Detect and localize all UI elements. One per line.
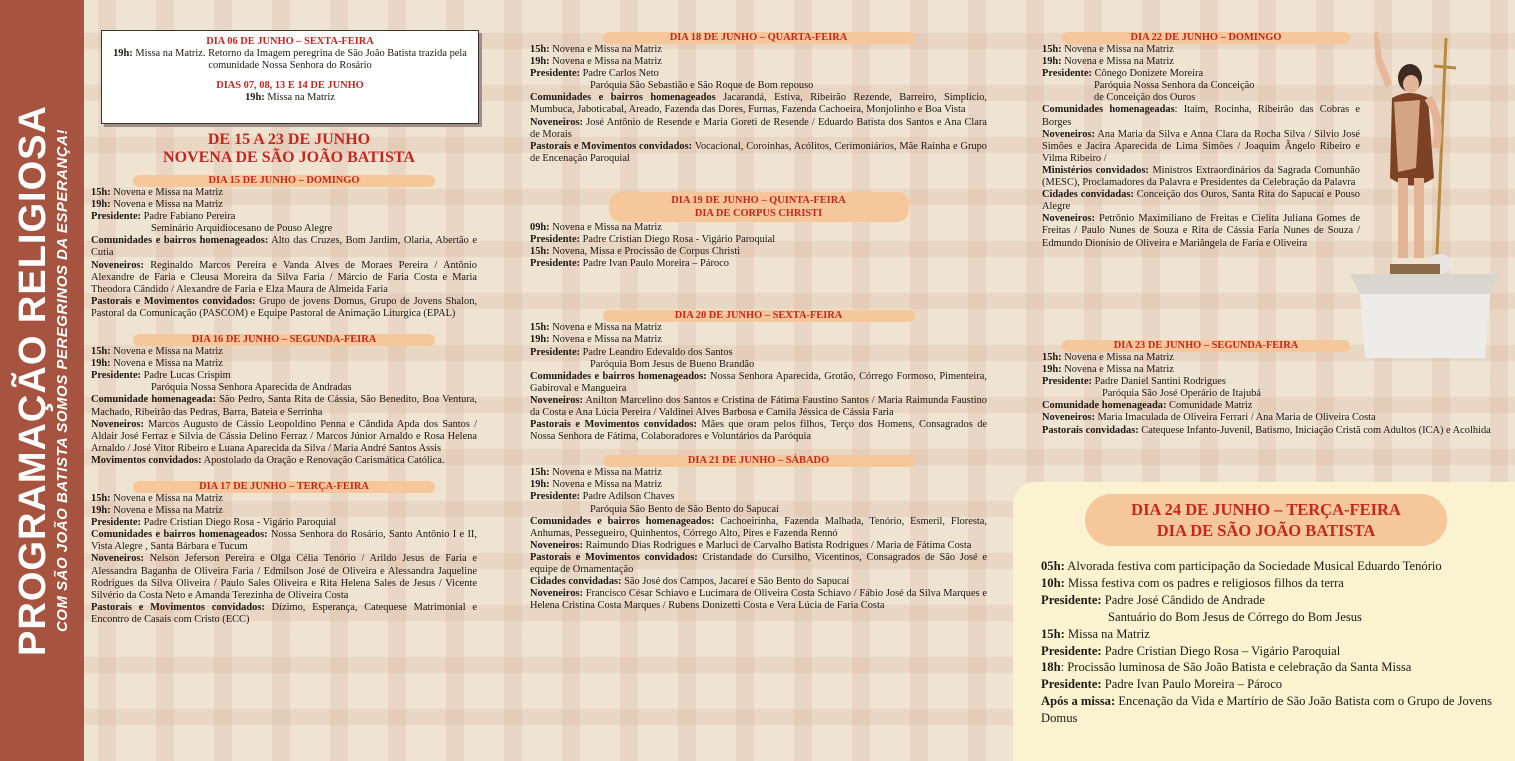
schedule-line	[530, 334, 987, 346]
schedule-value: Novena e Missa na Matriz	[110, 492, 223, 504]
schedule-line	[1042, 425, 1496, 437]
novena-heading-line1: DE 15 A 23 DE JUNHO	[207, 131, 371, 148]
schedule-value: Catequese Infanto-Juvenil, Batismo, Iniciação Cristã com Adultos (ICA) e Acolhida	[1138, 424, 1491, 436]
schedule-value: : Itaim, Rocinha, Ribeirão das Cobras e Borges	[1042, 104, 1360, 128]
schedule-label: Comunidades e bairros homenageados:	[91, 235, 269, 247]
schedule-line	[1041, 676, 1505, 693]
schedule-label: Presidente:	[1041, 592, 1102, 607]
sidebar-band	[0, 0, 84, 761]
schedule-line	[1042, 189, 1360, 213]
schedule-value: Encenação da Vida e Martírio de São João Batista com o Grupo de Jovens Domus	[1041, 694, 1492, 726]
schedule-value: Padre Cristian Diego Rosa - Vigário Paroquial	[141, 517, 337, 529]
schedule-value: Apostolado da Oração e Renovação Carismática Católica.	[201, 454, 445, 466]
schedule-value: Padre Cristian Diego Rosa – Vigário Paroquial	[1101, 643, 1341, 658]
schedule-line	[1042, 68, 1360, 80]
schedule-value: Alto das Cruzes, Bom Jardim, Olaria, Abertão e Cutia	[91, 235, 477, 259]
schedule-line: Seminário Arquidiocesano de Pouso Alegre	[151, 223, 333, 235]
schedule-label: 19h:	[530, 334, 550, 346]
schedule-line	[530, 419, 987, 443]
schedule-label: Comunidades e bairros homenageados:	[530, 370, 707, 382]
schedule-value: Maria Imaculada de Oliveira Ferrari / Ana Maria de Oliveira Costa	[1094, 412, 1376, 424]
schedule-label: 19h:	[91, 505, 111, 517]
schedule-label: Presidente:	[1042, 68, 1093, 80]
schedule-label: Noveneiros:	[530, 394, 583, 406]
schedule-value: Raimundo Dias Rodrigues e Marluci de Carvalho Batista Rodrigues / Maria de Fátima Costa	[582, 539, 972, 551]
schedule-value: Novena e Missa na Matriz	[549, 322, 662, 334]
schedule-line	[1041, 643, 1505, 660]
schedule-line	[530, 491, 987, 503]
schedule-label: 19h:	[530, 479, 550, 491]
schedule-label: 09h:	[530, 221, 550, 233]
schedule-line	[1041, 558, 1505, 575]
schedule-label: Pastorais e Movimentos convidados:	[91, 601, 265, 613]
schedule-line	[1042, 165, 1360, 189]
schedule-line: Paróquia São Bento de São Bento do Sapucaí	[590, 503, 780, 515]
schedule-value: Novena e Missa na Matriz	[1061, 352, 1174, 363]
schedule-label: Comunidades e bairros homenageados	[530, 92, 716, 104]
schedule-line	[91, 493, 477, 505]
schedule-value: José Antônio de Resende e Maria Goreti de Resende / Eduardo Batista dos Santos e Ana Clara de Morais	[530, 116, 987, 140]
day24-title	[1085, 494, 1447, 546]
schedule-line	[1041, 693, 1505, 727]
schedule-label: Noveneiros:	[1042, 128, 1095, 140]
day20-section	[530, 310, 987, 443]
schedule-value: São José dos Campos, Jacareí e São Bento do Sapucaí	[621, 576, 850, 588]
schedule-value: Novena e Missa na Matriz	[110, 358, 223, 370]
schedule-value: Ana Maria da Silva e Anna Clara da Rocha Silva / Silvio José Simões e Jacira Aparecida de Lima Simões / Joaquim Ângelo Ribeiro e Vilma Ribeiro /	[1042, 128, 1360, 164]
schedule-line	[91, 529, 477, 553]
schedule-value: Marcos Augusto de Cássio Leopoldino Penna e Cândida Apda dos Santos / Aldair José Ferraz e Silvia de Cássia Delino Ferraz / Marcos Júnior Arnaldo e Rosa Helena Arnaldo / José Vitor Ribeiro e Luana Aparecida da Silva / Maria André Santos Assis	[91, 418, 477, 454]
day19-title-line1: DIA 19 DE JUNHO – QUINTA-FEIRA	[671, 194, 846, 206]
schedule-line	[91, 235, 477, 259]
schedule-line	[91, 199, 477, 211]
schedule-label: Cidades convidadas:	[1042, 189, 1134, 201]
day19-section	[530, 192, 987, 270]
schedule-label: Presidente:	[530, 234, 581, 246]
schedule-line	[1042, 129, 1360, 165]
schedule-line	[91, 358, 477, 370]
schedule-line	[530, 576, 987, 588]
day21-section	[530, 455, 987, 612]
schedule-line	[530, 258, 987, 270]
schedule-label: Noveneiros:	[530, 539, 583, 551]
schedule-value: Francisco César Schiavo e Lucimara de Oliveira Costa Schiavo / Fábio José da Silva Marques e Helena Cristina Costa Marques / Rubens Donizetti Costa e Vera Lúcia de Faria Costa	[530, 588, 987, 612]
schedule-line	[1042, 44, 1360, 56]
schedule-line	[91, 553, 477, 601]
schedule-label: Movimentos convidados:	[91, 454, 202, 466]
schedule-value: Padre José Cândido de Andrade	[1101, 592, 1265, 607]
schedule-label: Pastorais e Movimentos convidados:	[530, 140, 693, 152]
schedule-line	[91, 419, 477, 455]
schedule-label: Comunidades homenageadas	[1042, 104, 1175, 116]
day6-text: 19h: Missa na Matriz. Retorno da Imagem peregrina de São João Batista trazida pela comunidade Nossa Senhora do Rosário	[113, 48, 467, 71]
schedule-label: Após a missa:	[1041, 694, 1116, 709]
schedule-line	[530, 588, 987, 612]
schedule-label: Presidente:	[530, 68, 581, 80]
schedule-label: Presidente:	[91, 517, 142, 529]
schedule-line	[91, 187, 477, 199]
column-2	[530, 32, 987, 612]
schedule-line	[530, 322, 987, 334]
schedule-line: Paróquia Bom Jesus de Bueno Brandão	[590, 358, 755, 370]
schedule-label: Cidades convidadas:	[530, 576, 622, 588]
schedule-label: 15h:	[91, 346, 111, 358]
day18-title: DIA 18 DE JUNHO – QUARTA-FEIRA	[603, 32, 915, 44]
schedule-value: Conceição dos Ouros, Santa Rita do Sapucaí e Pouso Alegre	[1042, 189, 1360, 213]
schedule-label: Pastorais convidadas:	[1042, 424, 1139, 436]
schedule-label: 19h:	[91, 358, 111, 370]
schedule-value: Padre Carlos Neto	[580, 68, 659, 80]
schedule-label: 05h:	[1041, 559, 1065, 573]
schedule-label: Noveneiros:	[91, 418, 144, 430]
schedule-value: Novena e Missa na Matriz	[549, 479, 662, 491]
schedule-label: Noveneiros:	[91, 259, 144, 271]
schedule-value: Novena, Missa e Procissão de Corpus Christi	[549, 246, 741, 258]
schedule-value: Padre Leandro Edevaldo dos Santos	[580, 346, 733, 358]
schedule-value: Comunidade Matriz	[1166, 400, 1253, 412]
schedule-label: 15h:	[530, 467, 550, 479]
saint-john-statue-icon	[1364, 28, 1464, 288]
schedule-value: Padre Fabiano Pereira	[141, 211, 236, 223]
schedule-line	[530, 222, 987, 234]
schedule-label: 15h:	[530, 44, 550, 55]
schedule-value: Alvorada festiva com participação da Sociedade Musical Eduardo Tenório	[1064, 559, 1442, 573]
schedule-value: Reginaldo Marcos Pereira e Vanda Alves de Moraes Pereira / Antônio Alexandre de Faria e Cleusa Moreira da Silva Faria / Márcio de Faria Costa e Maria Theodora Cândido / Alexandre de Faria e Elza Maura de Almeida Faria	[91, 259, 477, 295]
schedule-label: Pastorais e Movimentos convidados:	[530, 551, 698, 563]
schedule-line	[530, 467, 987, 479]
schedule-label: Comunidades e bairros homenageados:	[530, 515, 715, 527]
schedule-label: Presidente:	[530, 346, 581, 358]
schedule-label: 18h	[1041, 660, 1061, 675]
day24-title-line2: DIA DE SÃO JOÃO BATISTA	[1156, 521, 1376, 540]
schedule-label: Ministérios convidados:	[1042, 164, 1149, 176]
schedule-line	[91, 455, 477, 467]
schedule-value: Novena e Missa na Matriz	[549, 44, 662, 55]
schedule-value: Novena e Missa na Matriz	[1061, 44, 1174, 55]
schedule-line: de Conceição dos Ouros	[1094, 92, 1196, 104]
schedule-line	[530, 347, 987, 359]
schedule-line	[91, 211, 477, 223]
schedule-line	[530, 68, 987, 80]
schedule-line	[91, 260, 477, 296]
novena-heading	[92, 131, 486, 167]
schedule-line	[530, 479, 987, 491]
schedule-label: 15h:	[1041, 626, 1065, 641]
schedule-line	[530, 540, 987, 552]
schedule-label: Presidente:	[91, 211, 142, 223]
schedule-label: 15h:	[91, 492, 111, 504]
schedule-label: 15h:	[530, 246, 550, 258]
day20-title: DIA 20 DE JUNHO – SEXTA-FEIRA	[603, 310, 915, 322]
schedule-label: 10h:	[1041, 575, 1065, 590]
day21-title: DIA 21 DE JUNHO – SÁBADO	[603, 455, 915, 467]
schedule-line	[1042, 412, 1496, 424]
schedule-label: 15h:	[91, 187, 111, 198]
day16-section	[91, 334, 477, 467]
schedule-value: Padre Adilson Chaves	[580, 491, 675, 503]
schedule-label: Presidente:	[530, 258, 581, 270]
schedule-line	[1041, 659, 1505, 676]
schedule-value: Padre Cristian Diego Rosa - Vigário Paroquial	[580, 234, 776, 246]
schedule-line	[1042, 364, 1496, 376]
schedule-line	[1042, 213, 1360, 249]
schedule-value: Anilton Marcelino dos Santos e Cristina de Fátima Faustino Santos / Maria Raimunda Faustino da Costa e Ana Lúcia Pereira / Valdinei Alves Barbosa e Camila Jéssica de Cássia Faria	[530, 394, 987, 418]
schedule-label: Noveneiros:	[530, 588, 583, 600]
day24-panel	[1013, 482, 1515, 761]
schedule-label: Presidente:	[1042, 376, 1093, 388]
schedule-label: 19h:	[91, 199, 111, 211]
schedule-line	[530, 141, 987, 165]
schedule-value: Grupo de jovens Domus, Grupo de Jovens Shalon, Pastoral da Comunicação (PASCOM) e Equipe Pastoral de Animação Liturgica (EPAL)	[91, 295, 477, 319]
schedule-line	[530, 371, 987, 395]
schedule-line: Paróquia Nossa Senhora da Conceição	[1094, 80, 1255, 92]
schedule-value: Padre Ivan Paulo Moreira – Pároco	[580, 258, 729, 270]
sidebar-subtitle: COM SÃO JOÃO BATISTA SOMOS PEREGRINOS DA ESPERANÇA!	[54, 128, 71, 633]
schedule-line	[530, 44, 987, 56]
schedule-value: Novena e Missa na Matriz	[549, 467, 662, 479]
schedule-value: Padre Lucas Crispim	[141, 370, 231, 382]
schedule-line	[1042, 400, 1496, 412]
intro-box	[101, 30, 479, 124]
schedule-line	[91, 505, 477, 517]
schedule-value: Ministros Extraordinários da Sagrada Comunhão (MESC), Proclamadores da Palavra e Presidentes da Celebração da Palavra	[1042, 164, 1360, 189]
schedule-value: Novena e Missa na Matriz	[1061, 56, 1174, 68]
day24-schedule	[1041, 558, 1505, 727]
day6-title: DIA 06 DE JUNHO – SEXTA-FEIRA	[206, 36, 374, 47]
schedule-value: Vocacional, Coroinhas, Acólitos, Cerimoniários, Mãe Rainha e Grupo de Encenação Paroquial	[530, 140, 988, 164]
schedule-value: Novena e Missa na Matriz	[110, 187, 223, 198]
schedule-value: Nossa Senhora do Rosário, Santo Antônio I e II, Vista Alegre , Santa Bárbara e Tucum	[91, 529, 477, 553]
schedule-line	[1042, 376, 1496, 388]
schedule-line	[1042, 56, 1360, 68]
schedule-value: Missa festiva com os padres e religiosos filhos da terra	[1064, 575, 1344, 590]
schedule-line	[530, 92, 987, 116]
schedule-label: Presidente:	[91, 370, 142, 382]
schedule-line	[530, 516, 987, 540]
day18-section	[530, 32, 987, 165]
sidebar-text	[0, 0, 84, 761]
schedule-label: 15h:	[530, 322, 550, 334]
schedule-value: Petrônio Maximiliano de Freitas e Cielita Juliana Gomes de Freitas / Paulo Nunes de Souza e Rita de Cássia Faria Nunes de Souza / Edmundo Dionísio de Oliveira e Mariângela de Faria e Oliveira	[1042, 213, 1360, 249]
day22-section	[1042, 32, 1360, 250]
schedule-label: 15h:	[1042, 352, 1062, 363]
schedule-line: Santuário do Bom Jesus de Córrego do Bom Jesus	[1108, 609, 1362, 624]
schedule-label: 19h:	[1042, 364, 1062, 376]
schedule-label: Comunidades e bairros homenageados:	[91, 529, 268, 541]
schedule-value: Nossa Senhora Aparecida, Grotão, Córrego Formoso, Pimenteira, Gabiroval e Mangueira	[530, 370, 987, 394]
column-3	[1042, 32, 1360, 250]
schedule-line	[91, 517, 477, 529]
schedule-value: Nelson Jeferson Pereira e Olga Célia Tenório / Arildo Jesus de Faria e Alessandra Baganha de Oliveira Faria / Edmilson José de Oliveira e Alessandra Jaqueline Rodrigues da Silva Oliveira / Paulo Sales Oliveira e Rita Helena Sales de Jesus / Vicente Silvério da Costa Neto e Amanda Terezinha de Oliveira Costa	[91, 553, 477, 601]
schedule-label: Comunidade homenageada:	[1042, 400, 1167, 412]
schedule-line	[91, 394, 477, 418]
day19-title-line2: DIA DE CORPUS CHRISTI	[694, 207, 823, 219]
schedule-label: 19h:	[530, 56, 550, 68]
schedule-label: 19h:	[1042, 56, 1062, 68]
schedule-label: Pastorais e Movimentos convidados:	[91, 295, 256, 307]
schedule-line	[91, 370, 477, 382]
days7-text: 19h: Missa na Matriz	[245, 92, 335, 103]
schedule-label: Presidente:	[1041, 643, 1102, 658]
schedule-value: Novena e Missa na Matriz	[110, 346, 223, 358]
schedule-value: Mães que oram pelos filhos, Terço dos Homens, Consagrados de Nossa Senhora de Fátima, Colaboradores e Voluntários da Paróquia	[530, 419, 987, 443]
day24-title-line1: DIA 24 DE JUNHO – TERÇA-FEIRA	[1131, 500, 1401, 519]
day19-title	[609, 192, 909, 222]
schedule-value: Cristandade do Cursilho, Vicentinos, Consagrados de São José e equipe de Ornamentação	[530, 551, 988, 575]
schedule-line	[91, 602, 477, 626]
schedule-line: Paróquia Nossa Senhora Aparecida de Andradas	[151, 382, 352, 394]
schedule-value: Novena e Missa na Matriz	[110, 505, 223, 517]
schedule-label: Presidente:	[530, 491, 581, 503]
schedule-value: São Pedro, Santa Rita de Cássia, São Benedito, Boa Ventura, Machado, Ribeirão das Pedras, Barra, Bateia e Serrinha	[91, 394, 477, 418]
sidebar-title: PROGRAMAÇÃO RELIGIOSA	[12, 105, 54, 656]
schedule-line	[530, 234, 987, 246]
schedule-value: Jacarandá, Estiva, Ribeirão Rezende, Barreiro, Simplício, Mumbuca, Jaboticabal, Areado, Fazenda das Dores, Furnas, Fazenda Cachoeira, Monjolinho e Boa Vista	[530, 92, 988, 116]
schedule-value: Missa na Matriz	[1064, 626, 1150, 641]
schedule-line	[91, 346, 477, 358]
schedule-value: Novena e Missa na Matriz	[549, 334, 662, 346]
schedule-line	[1041, 626, 1505, 643]
day16-title: DIA 16 DE JUNHO – SEGUNDA-FEIRA	[133, 334, 435, 346]
schedule-line	[1042, 104, 1360, 128]
day17-title: DIA 17 DE JUNHO – TERÇA-FEIRA	[133, 481, 435, 493]
day22-title: DIA 22 DE JUNHO – DOMINGO	[1062, 32, 1350, 44]
schedule-value: Cônego Donizete Moreira	[1092, 68, 1204, 80]
schedule-value: Novena e Missa na Matriz	[1061, 364, 1174, 376]
schedule-line	[530, 395, 987, 419]
column-1	[91, 175, 477, 626]
schedule-value: Dízimo, Esperança, Catequese Matrimonial e Encontro de Casais com Cristo (ECC)	[91, 601, 477, 625]
schedule-line	[1041, 592, 1505, 609]
schedule-label: 15h:	[1042, 44, 1062, 55]
schedule-line	[530, 552, 987, 576]
day15-section	[91, 175, 477, 320]
schedule-value: Padre Ivan Paulo Moreira – Pároco	[1101, 677, 1283, 692]
novena-heading-line2: NOVENA DE SÃO JOÃO BATISTA	[163, 149, 415, 166]
day15-title: DIA 15 DE JUNHO – DOMINGO	[133, 175, 435, 187]
schedule-label: Noveneiros:	[1042, 213, 1095, 225]
day23-title: DIA 23 DE JUNHO – SEGUNDA-FEIRA	[1062, 340, 1350, 352]
schedule-line	[530, 117, 987, 141]
schedule-value: Novena e Missa na Matriz	[110, 199, 223, 211]
schedule-line	[91, 296, 477, 320]
schedule-line: Paróquia São Sebastião e São Roque de Bom repouso	[590, 80, 814, 92]
schedule-label: Noveneiros:	[91, 553, 144, 565]
schedule-value: Novena e Missa na Matriz	[549, 221, 662, 233]
schedule-value: Padre Daniel Santini Rodrigues	[1092, 376, 1226, 388]
schedule-label: Noveneiros:	[530, 116, 583, 128]
schedule-line: Paróquia São José Operário de Itajubá	[1102, 388, 1261, 400]
schedule-label: Noveneiros:	[1042, 412, 1095, 424]
schedule-line	[1041, 575, 1505, 592]
schedule-line	[530, 246, 987, 258]
schedule-line	[530, 56, 987, 68]
schedule-value: Novena e Missa na Matriz	[549, 56, 662, 68]
schedule-value: : Procissão luminosa de São João Batista e celebração da Santa Missa	[1060, 660, 1412, 675]
pedestal-icon	[1350, 274, 1500, 358]
schedule-label: Pastorais e Movimentos convidados:	[530, 419, 697, 431]
days7-title: DIAS 07, 08, 13 E 14 DE JUNHO	[216, 80, 364, 91]
schedule-label: Presidente:	[1041, 677, 1102, 692]
schedule-value: Cachoeirinha, Fazenda Malhada, Tenório, Esmeril, Floresta, Anhumas, Pessegueiro, Quinhentos, Córrego Alto, Pires e Fazenda Rennó	[530, 515, 987, 539]
schedule-label: Comunidade homenageada:	[91, 394, 216, 406]
day17-section	[91, 481, 477, 626]
